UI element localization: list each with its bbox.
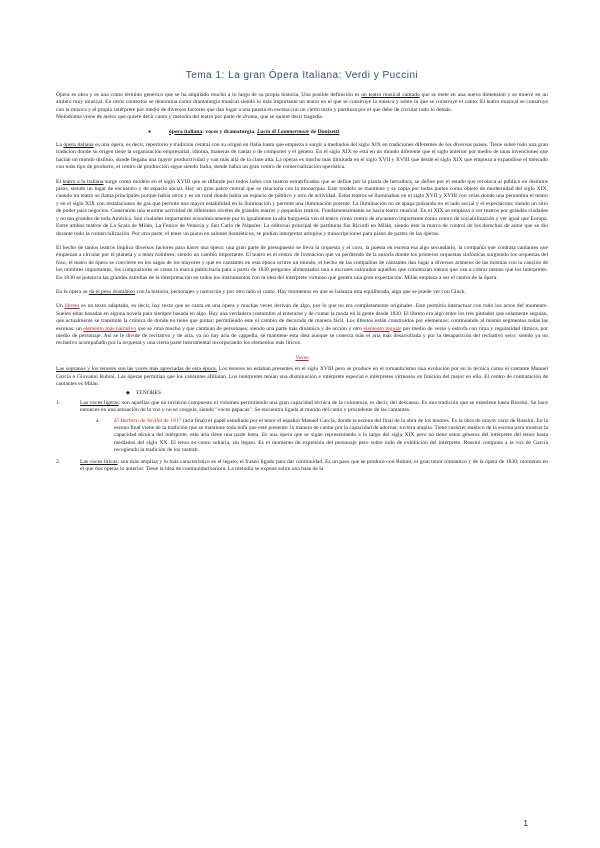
sub-list-item: a. El Barbero de Sevilla de 1817 (aria final) el papel estudiado por el tenor el español Manuel García, donde la escena del final de la obra de los tenores. Es la obra de mayor cariz de Rossini. En la escena final viene de la tradición que se mantiene toda bufa que esté presente: la manera de cantar por la capacidad de adornar, tuviera amplia. Tiene carácter estético de la escena para mostrar la capacidad técnica del intérprete, este aria tiene una parte lenta. Es una ópera que se sigue representando a lo largo del siglo XIX pero no tiene estos géneros del intérprete del tenor hasta mediados del siglo XX. El tenor es como soltaría, sin legato. Es el momento de expresión del personaje pero sobre todo de exhibición del intérprete. Rossini compone a la voz de García recogiendo la tradición de los castrati. xyxy=(96,417,548,454)
list-item: 1. Las voces ligeras: son aquellas que no tuvieron compuesto el volumen permitiendo una gran capacidad técnica de la coloratura, es decir, del descanso. Es una tradición que se mantiene hasta Rossini. Se hace entonces en una sensación de la voz y no se congela, siendo "voces papacas". Se encuentra ligada al mundo del canto y procedente de las cantantes. xyxy=(56,399,548,414)
voces-heading: Voces xyxy=(295,354,309,361)
tenores-subheading: ◆ TENORES xyxy=(126,390,548,397)
teatro-paragraph: El teatro a la italiana surge como modelo en el siglo XVIII que se difunde por todos lados con teatros estratificados que se define por la planta de herradura, se define por el estado que recoloca al público en distintos pisos, siendo un lugar de encuentro y de espacio social. Hay un gran palco central que se relaciona con la monarquía. Este modelo se mantiene y se copia por todas partes como objeto de modernidad del siglo XIX, cuando un teatro se llama principales porque había otros y es un rural donde había un espacio de público y otro de actividad. Estos teatros se iluminaban en el siglo XVII y XVIII con velas donde una penumbra el teatro y en el siglo XIX con instalaciones de gas que permite una mayor estabilidad en la iluminación y permite una iluminación potente. La iluminación no se apaga pulsando en el lado social y el espectáculo; siendo un sitio de poder para negocios. Generando una enorme actividad de diferentes niveles de grandes teatros y pequeños teatros. Fundamentalmente se hacía teatro musical. En el XIX se empieza a ver teatros por grandes ciudades y no tan grandes de toda América. Son ciudades importantes económicamente por lo igualmente la alta burguesía ven el teatro como centro de encuentro importante como centro de sociabilización y ver igual que Europa. Entre ambos teatros de La Scala de Milán, La Fenice de Venecia y San Carlo de Nápoles. La editorial principal de partituras fue Ricordi en Milán, siendo este la marca de control de los derechos de autor que se dio durante todo la comercialización. Por otra parte, el tener un piano en salones domésticos, se podían interpretar arreglos y transcripciones para piano de partes de las óperas. xyxy=(56,178,548,237)
intro-paragraph: Ópera es obra y es una como término genérico que se ha ampliado mucho a lo largo de su propia historia. Una posible definición es un teatro musical cantado que se mete en una nueva dimensión y se mueve en un ámbito muy musical. En otros contextos se denomina como dramaturgia musical siendo lo más importante un teatro en el que se construye la música y sobre la que se construye el canto. El teatro musical se construye con la música y el propio intérprete por medio de diversos factores que dan lugar a una puesta en escena con un cierto texto y partitura por el que debe de circular todo lo demás. xyxy=(56,92,548,113)
libreto-paragraph: Un libreto es un texto adaptado, es decir, hay texto que se canta en una ópera y muchas veces derivan de algo, por lo que no era completamente originales. Este permitía interactuar con todo los actos del momento. Suelen estar basadas en alguna novela para siempre basada en algo. Hay una verdadera costumbre al enterarse y de contar la moda en la gente desde 1820. El libreto era algo entre los tres pintados que solamente seguían, que actualmente se transmite la crónica de donde no tiene que pintar; permitiendo este el cambio de decorado de manera fácil. Los libretos están construidos por elementos; continuando al mismo segmentos todas las escenas: un elemento más narrativo que se rima mucho y que cambian de personajes; siendo una parte más dinámica y de acción y otro elemento regular por medio de verso y estrofa con rima y regularidad rítmica, por medio de personaje. Así se le divide de recitativo y de aria, ya no hay aria de cappella, se mantiene esta idea aunque se conecta más el aria más desarrollada y por la desaparición del recitativo seco; siendo ya un recitativo acompañado por la orquesta y una cierta parte instrumental incorporando los elementos más líricos. xyxy=(56,303,549,347)
equilibrio-paragraph: En la ópera se da el peso dramático con la historia, personajes y narración y por otro lado el canto. Hay momentos en que se balanza esta equilibrada, algo que se puede ver con Gluck. xyxy=(56,288,467,295)
page-number: 1 xyxy=(523,819,528,828)
page-title: Tema 1: La gran Ópera Italiana: Verdi y Puccini xyxy=(185,70,419,81)
voces-paragraph: Las sopranos y los tenores son las voces más apreciadas de esta época. Los tenores no estaban presentes en el siglo XVIII pero se produce en el romanticismo una evolución por en lo técnica como el cantante Manuel García o Giovanni Rubini. Las óperas permitían que los cantantes afiliaran. Los intérpretes tenían una disminución e intérprete especial e intérpretes virtuosos en función del mejor en ello. El centro de contratación de cantantes es Milán. xyxy=(56,366,548,387)
melodrama-paragraph: Melodrama viene de melos que quiere decir canto y melodía del teatro por parte de drama, que se quiere decir tragedia. xyxy=(56,114,324,121)
hecho-paragraph: El hecho de tantos teatros implica diversos factores para hacer una ópera: una gran parte de presupuesto se lleva la orquesta y el coro, la puesta en escena era algo secundario, la compañía que contrata cantantes que empiezan a circular por el planeta y a tener nombres; siendo un cambio importante. El teatro es el centro de formación que va perdiendo de la autoría donde los primeros orquestas sinfónicas surgiendo los orquestas del foso, el teatro de ópera se convierte en los sagas de los mayores y que en cantantes en esta época ocurre un mundo, el hecho de las compañías de cantantes dan lugar a diversos arameos de las mismas con la canción de los nombres importantes, los compositores se crean la marca publicitaria para a partir de 1830 pregones alimentados una a escrutes valorados aquellos que comienzan menos que van a cobrar menos que los intérpretes. En 1830 se potencia las grandes estrellas de la interpretación en todos los instrumentos con la idea del intérprete virtuoso que genera una gran expectación. Milán empieza a ser el centro de la ópera. xyxy=(56,244,548,281)
section-heading: ● ópera italiana: voces y dramaturgia. Lucia di Lammermoor de Donizetti xyxy=(148,129,548,136)
definition-link: un teatro musical cantado xyxy=(361,92,420,98)
opera-italiana-paragraph: La ópera italiana es una ópera, es decir, repertorio y tradición central con su origen en Italia hasta que empieza a surgir a mediados del siglo XIX en tradiciones diferentes de los diversos países. Tiene sobre todo una gran tradición donde su origen tiene la organización empresarial, idioma, maneras de cantar o de componer y el género. En el siglo XIX se está en un mundo diferente que el siglo anterior por medio de unas invenciones que hacían un mundo distinto, donde llegaba una mayor productividad y van más allá de la clase alta. La óperas es mucho más ilimitada en el siglo XVII y XVIII que desde el siglo XIX que empieza a expandirse el mercado con todo tipo de producto, el centro de producción sigue siendo Italia, donde había un gran centro de comercialización operística. xyxy=(56,142,548,171)
list-item: 2. Las voces líricas: son más amplias y lo más característico es el legato, el fraseo ligado para dar continuidad. Es un paso que se produce con Rubini, el gran tenor romántico y de la ópera de 1830; momento en el que dos óperas lo anterior. Tiene la idea de continuidad sonora. La melodía se expone sobre una base de la xyxy=(56,458,548,473)
